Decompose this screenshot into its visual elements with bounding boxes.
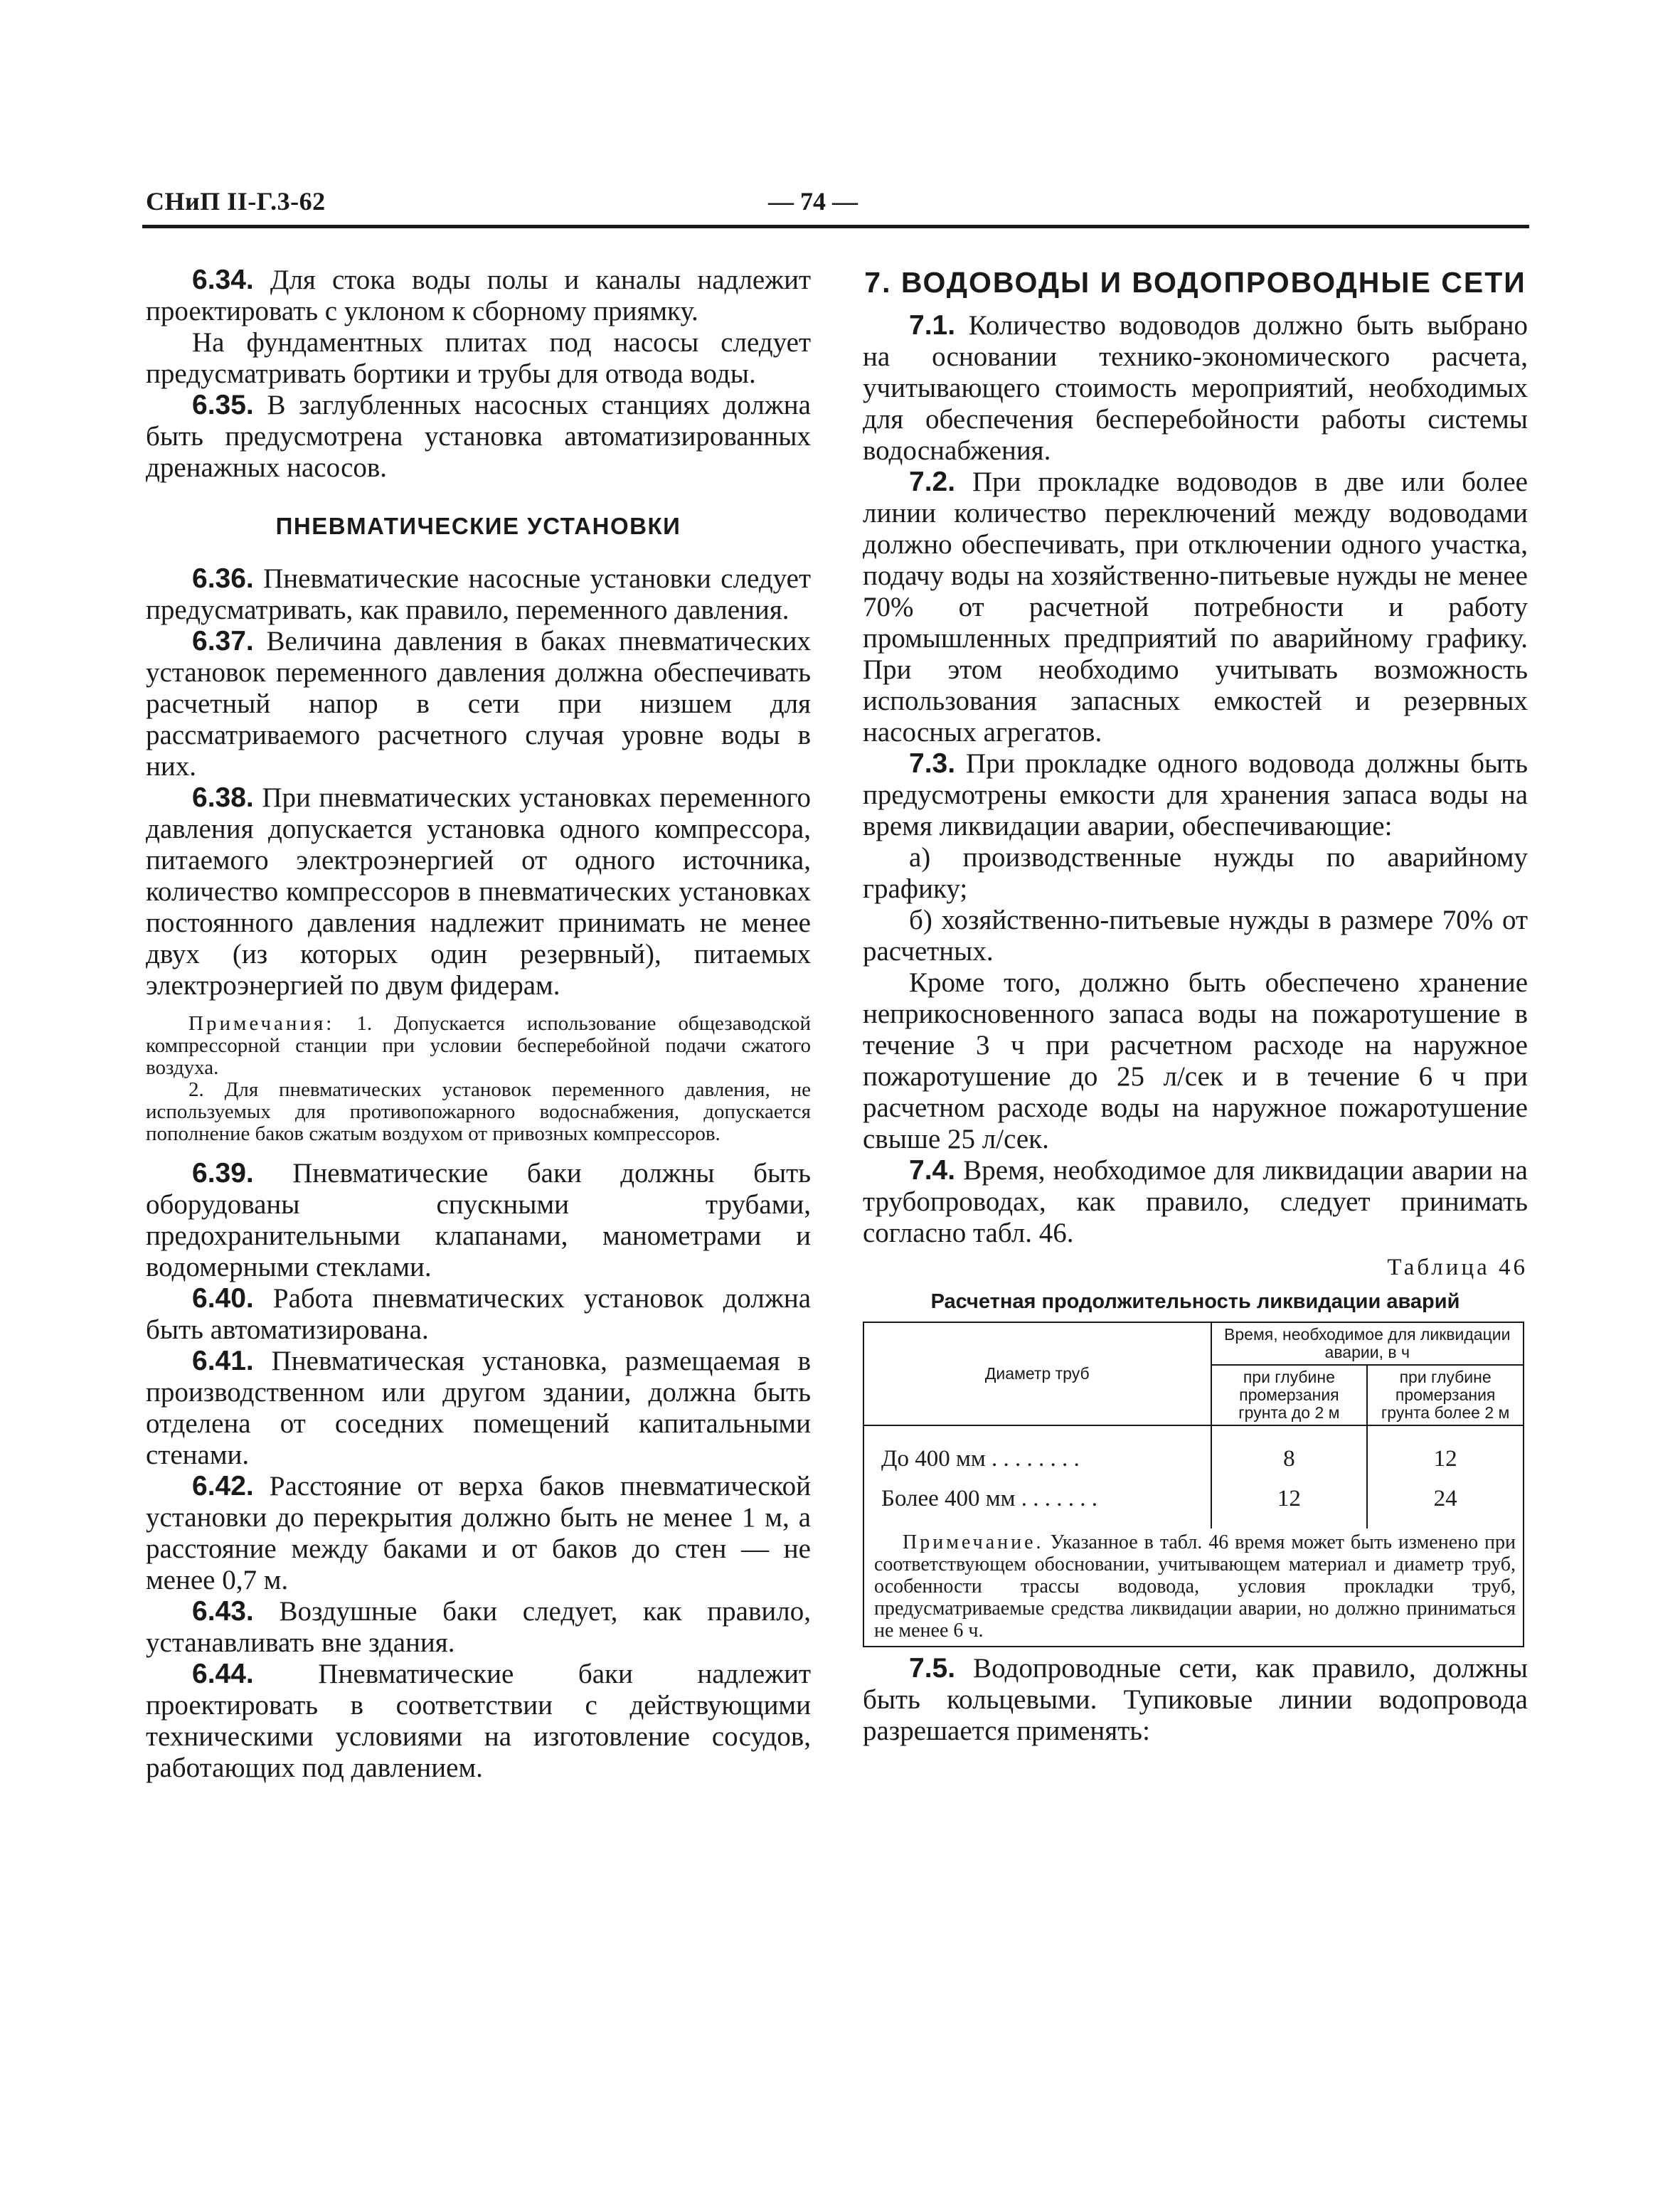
paragraph-6-44 (146, 1659, 811, 1784)
paragraph-text: Количество водоводов должно быть выбрано на основании технико-экономического расчета, учитывающего стоимость мероприятий, необходимых для обеспечения бесперебойности работы системы водоснабжения. (863, 310, 1529, 466)
clause-number: 6.44. (192, 1659, 254, 1689)
clause-number: 7.2. (909, 467, 956, 497)
clause-number: 6.42. (192, 1471, 254, 1501)
paragraph-7-1 (863, 310, 1528, 467)
clause-number: 6.39. (192, 1158, 254, 1189)
chapter-title: 7. ВОДОВОДЫ И ВОДОПРОВОДНЫЕ СЕТИ (864, 266, 1526, 299)
clause-number: 6.35. (192, 390, 254, 420)
column-header-diameter: Диаметр труб (863, 1322, 1211, 1425)
note-2: 2. Для пневматических установок переменного давления, не используемых для противопожарного водоснабжения, допускается пополнение баков сжатым воздухом от привозных компрессоров. (146, 1078, 811, 1145)
row-label: До 400 мм . . . . . . . . (863, 1425, 1211, 1479)
paragraph-6-39 (146, 1158, 811, 1283)
list-item-a: а) производственные нужды по аварийному графику; (863, 842, 1528, 904)
paragraph-6-41 (146, 1346, 811, 1471)
document-code: СНиП II-Г.3-62 (146, 187, 326, 216)
page-number: — 74 — (768, 187, 858, 216)
clause-number: 7.4. (909, 1155, 956, 1186)
note-text: Указанное в табл. 46 время может быть изменено при соответствующем обосновании, учитывающем материал и диаметр труб, особенности трассы водовода, условия прокладки труб, предусматриваемые средства ликвидации аварии, но должно приниматься не менее 6 ч. (874, 1531, 1516, 1642)
clause-number: 6.38. (192, 782, 254, 813)
header-rule (142, 225, 1529, 228)
cell-value: 12 (1367, 1425, 1524, 1479)
paragraph-text: При прокладке одного водовода должны быть предусмотрены емкости для хранения запаса воды на время ликвидации аварии, обеспечивающие: (863, 748, 1529, 841)
table-title: Расчетная продолжительность ликвидации аварий (930, 1290, 1460, 1313)
clause-number: 6.40. (192, 1283, 254, 1314)
note-1 (146, 1013, 811, 1079)
paragraph-6-37 (146, 626, 811, 782)
column-header-depth-gt2: при глубине промерзания грунта более 2 м (1367, 1365, 1524, 1425)
paragraph-7-4 (863, 1155, 1528, 1249)
paragraph-text: Воздушные баки следует, как правило, устанавливать вне здания. (146, 1596, 811, 1658)
notes-block (146, 1013, 811, 1145)
table-label: Таблица 46 (1387, 1255, 1528, 1280)
left-column (146, 265, 811, 1784)
column-header-depth-le2: при глубине промерзания грунта до 2 м (1211, 1365, 1368, 1425)
paragraph-6-34-continued: На фундаментных плитах под насосы следует предусматривать бортики и трубы для отвода воды. (146, 327, 811, 389)
table-row (863, 1479, 1524, 1529)
paragraph-6-38 (146, 782, 811, 1001)
paragraph-text: Пневматические баки должны быть оборудованы спускными трубами, предохранительными клапанами, манометрами и водомерными стеклами. (146, 1158, 812, 1282)
paragraph-text: Пневматическая установка, размещаемая в производственном или другом здании, должна быть отделена от соседних помещений капитальными стенами. (146, 1346, 811, 1470)
column-header-time: Время, необходимое для ликвидации аварии, в ч (1211, 1322, 1524, 1365)
table-note-label: Примечание. (903, 1531, 1044, 1553)
paragraph-6-40 (146, 1283, 811, 1346)
table-46 (863, 1322, 1524, 1529)
right-column (863, 265, 1528, 1747)
paragraph-text: При пневматических установках переменного давления допускается установка одного компрессора, питаемого электроэнергией от одного источника, количество компрессоров в пневматических установках постоянного давления надлежит принимать не менее двух (из которых один резервный), питаемых электроэнергией по двум фидерам. (146, 782, 811, 1001)
paragraph-6-36 (146, 563, 811, 626)
table-row (863, 1425, 1524, 1479)
note-text: 1. Допускается использование общезаводской компрессорной станции при условии бесперебойной подачи сжатого воздуха. (146, 1012, 812, 1079)
paragraph-text: Пневматические насосные установки следует предусматривать, как правило, переменного давления. (146, 563, 811, 625)
clause-number: 6.37. (192, 626, 254, 656)
clause-number: 6.36. (192, 563, 254, 594)
paragraph-text: Расстояние от верха баков пневматической установки до перекрытия должно быть не менее 1 м, а расстояние между баками и от баков до стен — не менее 0,7 м. (146, 1471, 812, 1595)
clause-number: 6.34. (192, 265, 254, 295)
paragraph-6-34 (146, 265, 811, 327)
paragraph-7-2 (863, 467, 1528, 748)
cell-value: 24 (1367, 1479, 1524, 1529)
paragraph-6-42 (146, 1471, 811, 1596)
clause-number: 7.5. (909, 1653, 956, 1684)
row-label: Более 400 мм . . . . . . . (863, 1479, 1211, 1529)
clause-number: 7.3. (909, 748, 956, 779)
notes-label: Примечания: (188, 1012, 335, 1035)
clause-number: 7.1. (909, 310, 956, 341)
paragraph-text: Пневматические баки надлежит проектировать в соответствии с действующими техническими условиями на изготовление сосудов, работающих под давлением. (146, 1659, 812, 1783)
paragraph-text: В заглубленных насосных станциях должна быть предусмотрена установка автоматизированных дренажных насосов. (146, 390, 811, 483)
paragraph-text: Водопроводные сети, как правило, должны быть кольцевыми. Тупиковые линии водопровода разрешается применять: (863, 1653, 1528, 1746)
paragraph-text: Для стока воды полы и каналы надлежит проектировать с уклоном к сборному приямку. (146, 265, 811, 326)
table-note-text (874, 1531, 1516, 1642)
clause-number: 6.43. (192, 1596, 254, 1627)
paragraph-text: При прокладке водоводов в две или более линии количество переключений между водоводами должно обеспечивать, при отключении одного участка, подачу воды на хозяйственно-питьевые нужды не менее 70% от расчетной потребности и работу промышленных предприятий по аварийному графику. При этом необходимо учитывать возможность использования запасных емкостей и резервных насосных агрегатов. (863, 467, 1528, 748)
cell-value: 12 (1211, 1479, 1368, 1529)
paragraph-7-3-continued: Кроме того, должно быть обеспечено хранение неприкосновенного запаса воды на пожаротушение в течение 3 ч при расчетном расходе на наружное пожаротушение до 25 л/сек и в течение 6 ч при расчетном расходе воды на наружное пожаротушение свыше 25 л/сек. (863, 967, 1528, 1154)
table-note (863, 1529, 1524, 1647)
paragraph-text: Время, необходимое для ликвидации аварии на трубопроводах, как правило, следует принимать согласно табл. 46. (863, 1155, 1528, 1248)
paragraph-text: Величина давления в баках пневматических установок переменного давления должна обеспечивать расчетный напор в сети при низшем для рассматриваемого расчетного случая уровне воды в них. (146, 626, 811, 782)
list-item-b: б) хозяйственно-питьевые нужды в размере 70% от расчетных. (863, 905, 1528, 967)
section-title: ПНЕВМАТИЧЕСКИЕ УСТАНОВКИ (275, 513, 681, 539)
paragraph-7-3 (863, 748, 1528, 842)
paragraph-6-35 (146, 390, 811, 484)
paragraph-6-43 (146, 1596, 811, 1659)
paragraph-text: Работа пневматических установок должна быть автоматизирована. (146, 1283, 811, 1345)
cell-value: 8 (1211, 1425, 1368, 1479)
clause-number: 6.41. (192, 1346, 254, 1376)
paragraph-7-5 (863, 1653, 1528, 1747)
